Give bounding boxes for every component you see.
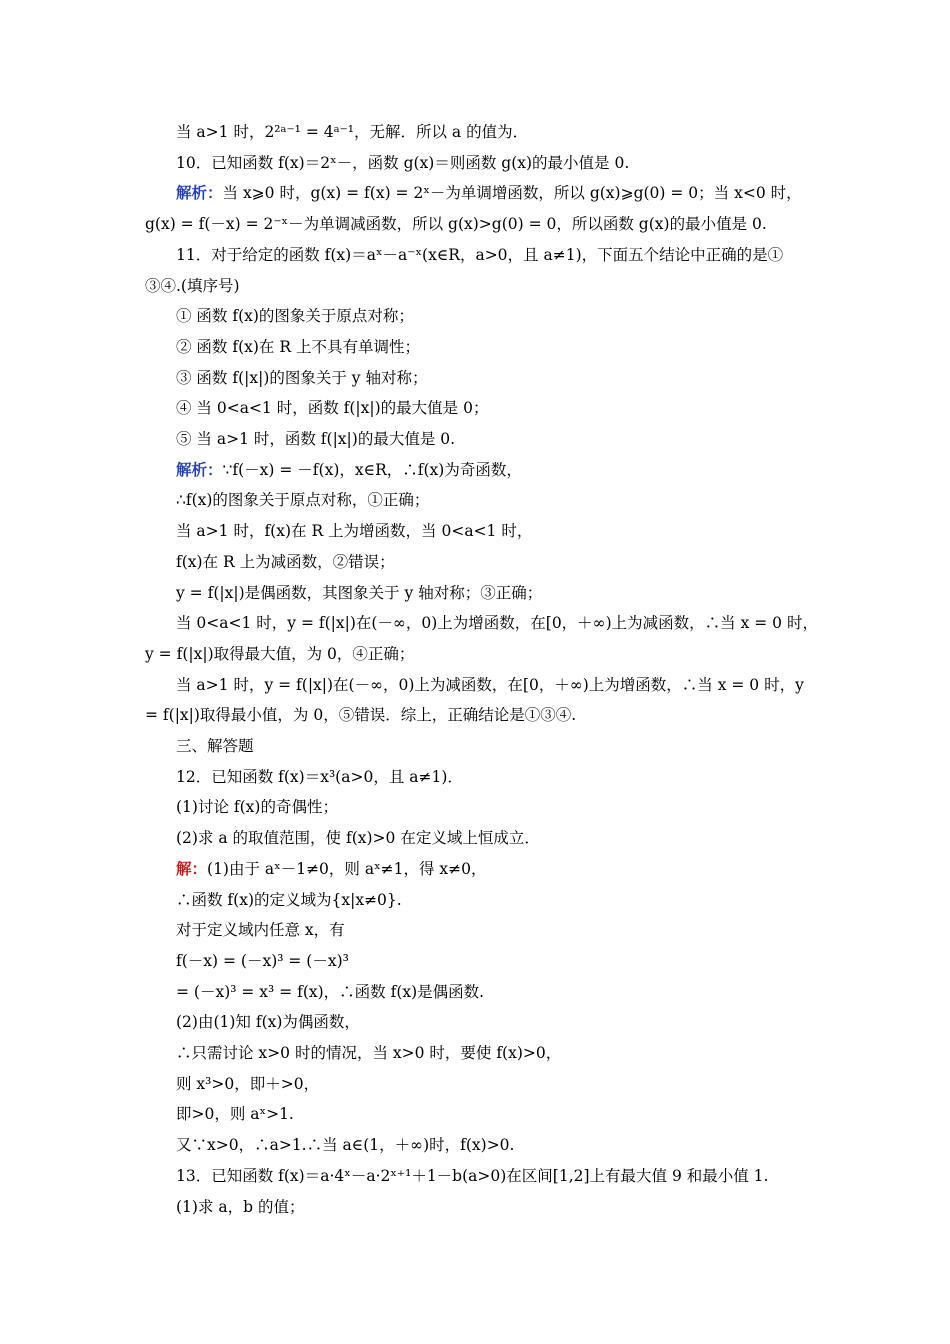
text-line xyxy=(0,209,950,239)
line-text: 当 a>1 时，y = f(|x|)在(－∞，0)上为减函数，在[0，＋∞)上为增函数，∴当 x = 0 时，y xyxy=(176,675,804,694)
line-text: 又∵x>0，∴a>1.∴当 a∈(1，＋∞)时，f(x)>0. xyxy=(176,1136,515,1155)
line-text: ③④.(填序号) xyxy=(145,276,240,295)
text-line xyxy=(0,271,950,301)
line-text: y = f(|x|)是偶函数，其图象关于 y 轴对称；③正确； xyxy=(176,583,543,602)
line-text: 对于定义域内任意 x，有 xyxy=(176,921,345,940)
line-text: ∴f(x)的图象关于原点对称，①正确； xyxy=(176,491,430,510)
line-text: y = f(|x|)取得最大值，为 0，④正确； xyxy=(145,644,415,663)
line-text: g(x) = f(－x) = 2⁻ˣ－为单调减函数，所以 g(x)>g(0) = 0，所以函数 g(x)的最小值是 0. xyxy=(145,215,767,234)
line-text: 12．已知函数 f(x)＝x³(a>0，且 a≠1)． xyxy=(176,767,463,786)
text-line xyxy=(0,915,950,945)
text-line xyxy=(0,148,950,178)
line-text: ② 函数 f(x)在 R 上不具有单调性； xyxy=(176,337,420,356)
line-text: 10．已知函数 f(x)＝2ˣ－，函数 g(x)＝则函数 g(x)的最小值是 0. xyxy=(176,153,630,172)
text-line xyxy=(0,885,950,915)
text-line xyxy=(0,178,950,208)
text-line xyxy=(0,117,950,147)
text-line xyxy=(0,240,950,270)
line-text: ③ 函数 f(|x|)的图象关于 y 轴对称； xyxy=(176,368,428,387)
text-line xyxy=(0,946,950,976)
text-line xyxy=(0,424,950,454)
line-text: ④ 当 0<a<1 时，函数 f(|x|)的最大值是 0； xyxy=(176,399,489,418)
text-line xyxy=(0,363,950,393)
line-text: ∴函数 f(x)的定义域为{x|x≠0}. xyxy=(176,890,402,909)
line-text: (2)求 a 的取值范围，使 f(x)>0 在定义域上恒成立． xyxy=(176,829,540,848)
line-text: 则 x³>0，即＋>0， xyxy=(176,1074,320,1093)
text-line xyxy=(0,1130,950,1160)
answer-label: 解析： xyxy=(176,183,223,203)
text-line xyxy=(0,977,950,1007)
line-text: ① 函数 f(x)的图象关于原点对称； xyxy=(176,307,414,326)
line-text: ⑤ 当 a>1 时，函数 f(|x|)的最大值是 0. xyxy=(176,430,456,448)
text-line xyxy=(0,1161,950,1191)
text-line xyxy=(0,1192,950,1222)
line-text: ∵f(－x) = －f(x)，x∈R，∴f(x)为奇函数， xyxy=(222,460,522,479)
text-line xyxy=(0,608,950,638)
line-text: (2)由(1)知 f(x)为偶函数， xyxy=(176,1013,360,1032)
line-text: (1)由于 aˣ－1≠0，则 aˣ≠1，得 x≠0， xyxy=(207,859,487,878)
line-text: f(－x) = (－x)³ = (－x)³ xyxy=(176,951,349,970)
line-text: (1)讨论 f(x)的奇偶性； xyxy=(176,798,338,817)
text-line xyxy=(0,639,950,669)
text-line xyxy=(0,731,950,761)
answer-label: 解析： xyxy=(176,459,223,479)
text-line xyxy=(0,578,950,608)
text-line xyxy=(0,547,950,577)
text-line xyxy=(0,332,950,362)
line-text: 13．已知函数 f(x)＝a·4ˣ－a·2ˣ⁺¹＋1－b(a>0)在区间[1,2]上有最大值 9 和最小值 1. xyxy=(176,1166,769,1185)
text-line xyxy=(0,854,950,884)
answer-label: 解： xyxy=(176,858,208,878)
text-line xyxy=(0,823,950,853)
text-line xyxy=(0,670,950,700)
line-text: f(x)在 R 上为减函数，②错误； xyxy=(176,552,395,571)
line-text: = (－x)³ = x³ = f(x)，∴函数 f(x)是偶函数. xyxy=(176,982,485,1001)
line-text: ∴只需讨论 x>0 时的情况，当 x>0 时，要使 f(x)>0， xyxy=(176,1044,562,1062)
line-text: (1)求 a，b 的值； xyxy=(176,1197,305,1216)
line-text: 即>0，则 aˣ>1. xyxy=(176,1105,294,1124)
line-text: 当 0<a<1 时，y = f(|x|)在(－∞，0)上为增函数，在[0，＋∞)上为减函数，∴当 x = 0 时， xyxy=(176,614,818,633)
text-line xyxy=(0,1069,950,1099)
text-line xyxy=(0,1007,950,1037)
text-line xyxy=(0,516,950,546)
line-text: 当 a>1 时，2²ᵃ⁻¹ = 4ᵃ⁻¹，无解．所以 a 的值为． xyxy=(176,123,529,141)
text-line xyxy=(0,301,950,331)
line-text: 11．对于给定的函数 f(x)＝aˣ－a⁻ˣ(x∈R，a>0，且 a≠1)，下面五个结论中正确的是① xyxy=(176,245,784,264)
text-line xyxy=(0,700,950,730)
line-text: = f(|x|)取得最小值，为 0，⑤错误．综上，正确结论是①③④. xyxy=(145,706,577,725)
text-line xyxy=(0,1099,950,1129)
line-text: 三、解答题 xyxy=(176,737,254,755)
line-text: 当 x⩾0 时，g(x) = f(x) = 2ˣ－为单调增函数，所以 g(x)⩾g(0) = 0；当 x<0 时， xyxy=(222,184,802,203)
text-line xyxy=(0,393,950,423)
line-text: 当 a>1 时，f(x)在 R 上为增函数，当 0<a<1 时， xyxy=(176,522,533,541)
text-line xyxy=(0,485,950,515)
text-line xyxy=(0,1038,950,1068)
text-line xyxy=(0,455,950,485)
text-line xyxy=(0,762,950,792)
text-line xyxy=(0,792,950,822)
